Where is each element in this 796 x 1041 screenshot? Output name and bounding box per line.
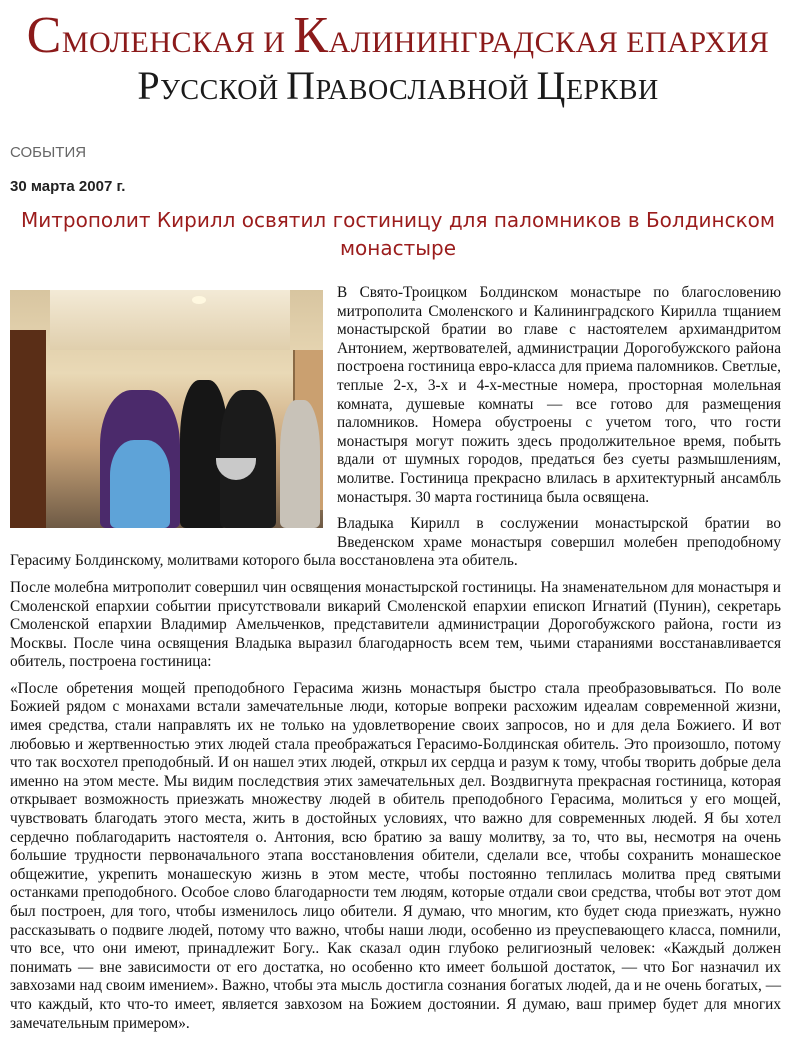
site-masthead[interactable]: [0, 0, 796, 110]
article-headline: Митрополит Кирилл освятил гостиницу для паломников в Болдинском монастыре: [20, 208, 776, 260]
paragraph: «После обретения мощей преподобного Герасима жизнь монастыря быстро стала преобразовываться. По воле Божией рядом с монахами встали замечательные люди, которые вопреки расхожим идеалам современной жизни, имея средства, стали направлять их не только на удовлетворение своих запросов, но и для дела Божиего. И вот любовью и жертвенностью этих людей стала преображаться Герасимо-Болдинская обитель. Это произошло, потому что так восхотел преподобный. И он нашел этих людей, открыл их сердца и разум к тому, чтобы творить добрые дела именно на этом месте. Мы видим последствия этих замечательных дел. Воздвигнута прекрасная гостиница, которая открывает возможность приезжать множеству людей в обитель преподобного Герасима, молиться у его мощей, чувствовать благодать этого места, жить в достойных условиях, что важно для современных людей. Я бы хотел сердечно поблагодарить настоятеля о. Антония, всю братию за вашу молитву, за то, что вы, несмотря на очень большие трудности первоначального этапа восстановления обители, сделали все, чтобы сохранить монашеское общежитие, укрепить монашескую жизнь в этом месте, чтобы постоянно теплилась молитва пред святыми останками преподобного. Особое слово благодарности тем людям, которые отдали свои средства, чтобы вот этот дом был построен, для того, чтобы изменилось лицо обители. Я думаю, что многим, кто будет сюда приезжать, нужно рассказывать о подвиге людей, потому что важно, чтобы наши люди, особенно из преуспевающего класса, помнили, что все, что они имеют, принадлежит Богу.. Как сказал один глубоко религиозный человек: «Каждый должен понимать — вне зависимости от его достатка, но особенно кто имеет большой достаток, — что Бог назначил их завхозами над своим имением». Важно, чтобы эта мысль достигла сознания богатых людей, да и не очень богатых, — что каждый, кто что-то имеет, является завхозом на Божием достоянии. Я думаю, ваш пример будет для многих замечательным примером».: [10, 679, 781, 1032]
paragraph: После молебна митрополит совершил чин освящения монастырской гостиницы. На знаменательном для монастыря и Смоленской епархии событии присутствовали викарий Смоленской епархии епископ Игнатий (Пунин), секретарь Смоленской епархии Владимир Амельченков, представители администрации Дорогобужского района, гости из Москвы. После чина освящения Владыка выразил благодарность всем тем, чьими стараниями восстанавливается обитель, построена гостиница:: [10, 578, 781, 671]
article-body: [10, 284, 781, 1041]
masthead-church-title: РУССКОЙ ПРАВОСЛАВНОЙ ЦЕРКВИ: [137, 63, 659, 108]
guest-figure: [280, 400, 320, 528]
door: [10, 330, 46, 528]
article-date: 30 марта 2007 г.: [10, 178, 126, 195]
paragraph: Владыка Кирилл в сослужении монастырской братии во Введенском храме монастыря совершил молебен преподобному Герасиму Болдинскому, молитвами которого была восстановлена эта обитель.: [10, 515, 781, 570]
paragraph: В Свято-Троицком Болдинском монастыре по благословению митрополита Смоленского и Калининградского Кирилла тщанием монастырской братии во главе с настоятелем архимандритом Антонием, жертвователей, администрации Дорогобужского района построена гостиница евро-класса для приема паломников. Светлые, теплые 2-х, 3-х и 4-х-местные номера, просторная молельная комната, душевые комнаты — все готово для размещения паломников. Номера обустроены с учетом того, что гости монастыря могут пожить здесь продолжительное время, побыть вдали от шумных городов, предаться без суеты размышлениям, молитве. Гостиница прекрасно влилась в архитектурный ансамбль монастыря. 30 марта гостиница была освящена.: [337, 284, 781, 506]
section-label[interactable]: СОБЫТИЯ: [10, 144, 87, 161]
article-photo: [10, 290, 323, 528]
vestment: [110, 440, 170, 528]
ceiling-lamp: [192, 296, 206, 304]
masthead-diocese-title: СМОЛЕНСКАЯ И КАЛИНИНГРАДСКАЯ ЕПАРХИЯ: [26, 7, 770, 64]
